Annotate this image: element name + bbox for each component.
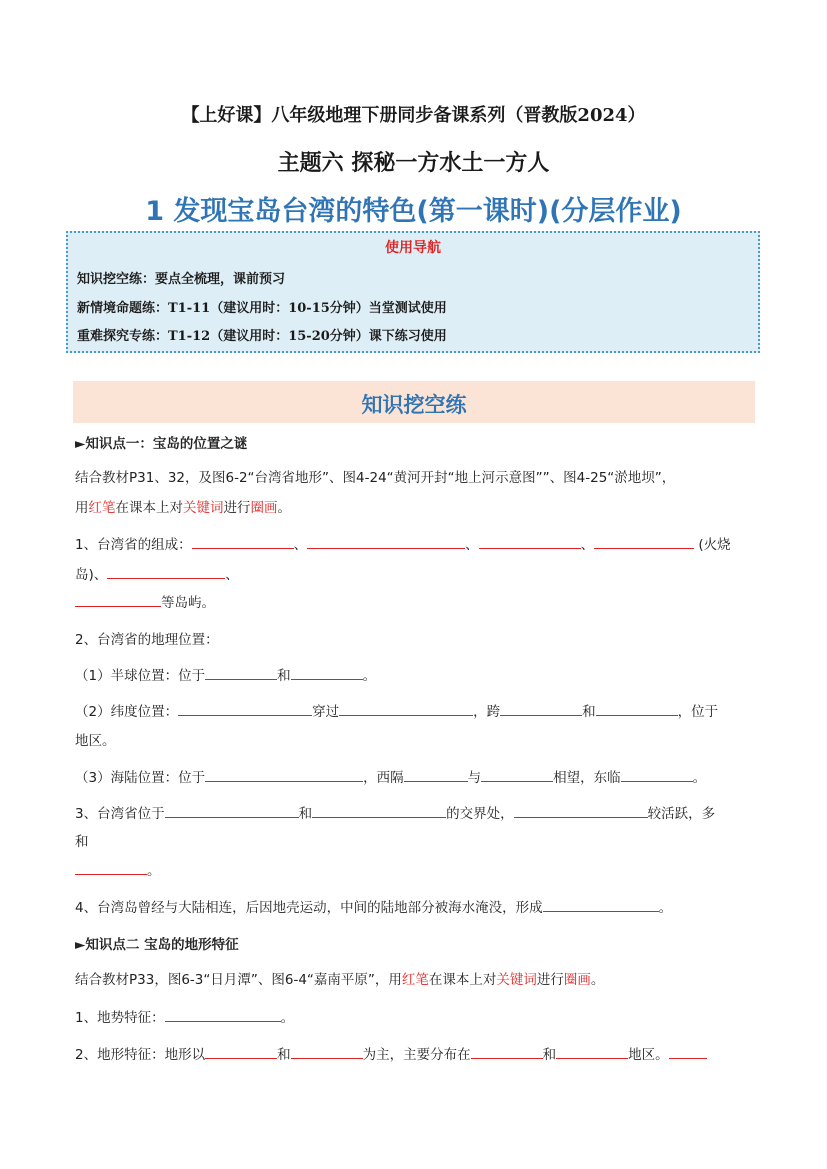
answer-blank[interactable] [178, 701, 312, 716]
series-title: 【上好课】八年级地理下册同步备课系列（晋教版2024） [181, 105, 646, 126]
answer-blank[interactable] [205, 665, 277, 680]
answer-blank[interactable] [481, 767, 553, 782]
q2-sea-land: （3）海陆位置：位于 ，西隔 与 相望，东临 。 [75, 766, 706, 786]
kp1-heading: ►知识点一：宝岛的位置之谜 [75, 436, 248, 452]
answer-blank[interactable] [192, 534, 294, 549]
answer-blank[interactable] [594, 534, 694, 549]
answer-blank[interactable] [107, 564, 225, 579]
q3-line2: 和 [75, 834, 89, 850]
q2-latitude-line2: 地区。 [75, 733, 116, 749]
answer-blank[interactable] [75, 592, 161, 607]
section-title: 知识挖空练 [361, 393, 467, 417]
q2-title: 2、台湾省的地理位置： [75, 632, 219, 648]
answer-blank[interactable] [500, 701, 582, 716]
guide-line-3: 重难探究专练：T1-12（建议用时：15-20分钟）课下练习使用 [77, 329, 447, 344]
q1-line2: 岛)、 、 [75, 563, 239, 583]
answer-blank[interactable] [291, 1044, 363, 1059]
circle-text: 圈画 [563, 972, 591, 988]
kp2-intro: 结合教材P33，图6-3“日月潭”、图6-4“嘉南平原”，用红笔在课本上对关键词进行圈画。 [75, 972, 605, 988]
q3-line3: 。 [75, 859, 161, 879]
guide-line-1: 知识挖空练：要点全梳理，课前预习 [77, 272, 286, 287]
answer-blank[interactable] [556, 1044, 628, 1059]
answer-blank[interactable] [471, 1044, 543, 1059]
q1-line3: 等岛屿。 [75, 591, 215, 611]
q3-plates: 3、台湾省位于 和 的交界处， 较活跃，多 [75, 802, 715, 822]
answer-blank[interactable] [404, 767, 468, 782]
theme-title: 主题六 探秘一方水土一方人 [277, 151, 550, 176]
answer-blank[interactable] [75, 860, 147, 875]
keyword-text: 关键词 [183, 500, 224, 516]
kp1-intro-line2: 用红笔在课本上对关键词进行圈画。 [75, 500, 291, 516]
kp2-q2-landform: 2、地形特征：地形以 和 为主，主要分布在 和 地区。 [75, 1043, 707, 1063]
answer-blank[interactable] [165, 1007, 281, 1022]
lesson-title: 1 发现宝岛台湾的特色(第一课时)(分层作业) [145, 196, 682, 227]
answer-blank[interactable] [596, 701, 678, 716]
answer-blank[interactable] [312, 803, 446, 818]
kp1-intro-line1: 结合教材P31、32，及图6-2“台湾省地形”、图4-24“黄河开封“地上河示意图””、图4-25“淤地坝”， [75, 470, 676, 486]
keyword-text: 关键词 [496, 972, 537, 988]
answer-blank[interactable] [669, 1044, 707, 1059]
answer-blank[interactable] [205, 767, 363, 782]
q2-hemisphere: （1）半球位置：位于 和 。 [75, 664, 376, 684]
answer-blank[interactable] [339, 701, 473, 716]
q2-latitude: （2）纬度位置： 穿过 ，跨 和 ，位于 [75, 700, 718, 720]
kp2-heading: ►知识点二 宝岛的地形特征 [75, 937, 239, 953]
usage-guide-box [66, 231, 760, 353]
answer-blank[interactable] [621, 767, 693, 782]
red-pen-text: 红笔 [88, 500, 116, 516]
guide-title: 使用导航 [385, 240, 441, 256]
q1-composition: 1、台湾省的组成： 、 、 、 (火烧 [75, 533, 731, 553]
answer-blank[interactable] [165, 803, 299, 818]
answer-blank[interactable] [479, 534, 581, 549]
circle-text: 圈画 [250, 500, 278, 516]
kp2-q1-terrain: 1、地势特征： 。 [75, 1006, 294, 1026]
answer-blank[interactable] [291, 665, 363, 680]
answer-blank[interactable] [205, 1044, 277, 1059]
guide-line-2: 新情境命题练：T1-11（建议用时：10-15分钟）当堂测试使用 [77, 301, 447, 316]
answer-blank[interactable] [307, 534, 465, 549]
answer-blank[interactable] [514, 803, 648, 818]
section-band [73, 381, 755, 423]
red-pen-text: 红笔 [401, 972, 429, 988]
q4-strait: 4、台湾岛曾经与大陆相连，后因地壳运动，中间的陆地部分被海水淹没，形成 。 [75, 896, 672, 916]
answer-blank[interactable] [543, 897, 659, 912]
